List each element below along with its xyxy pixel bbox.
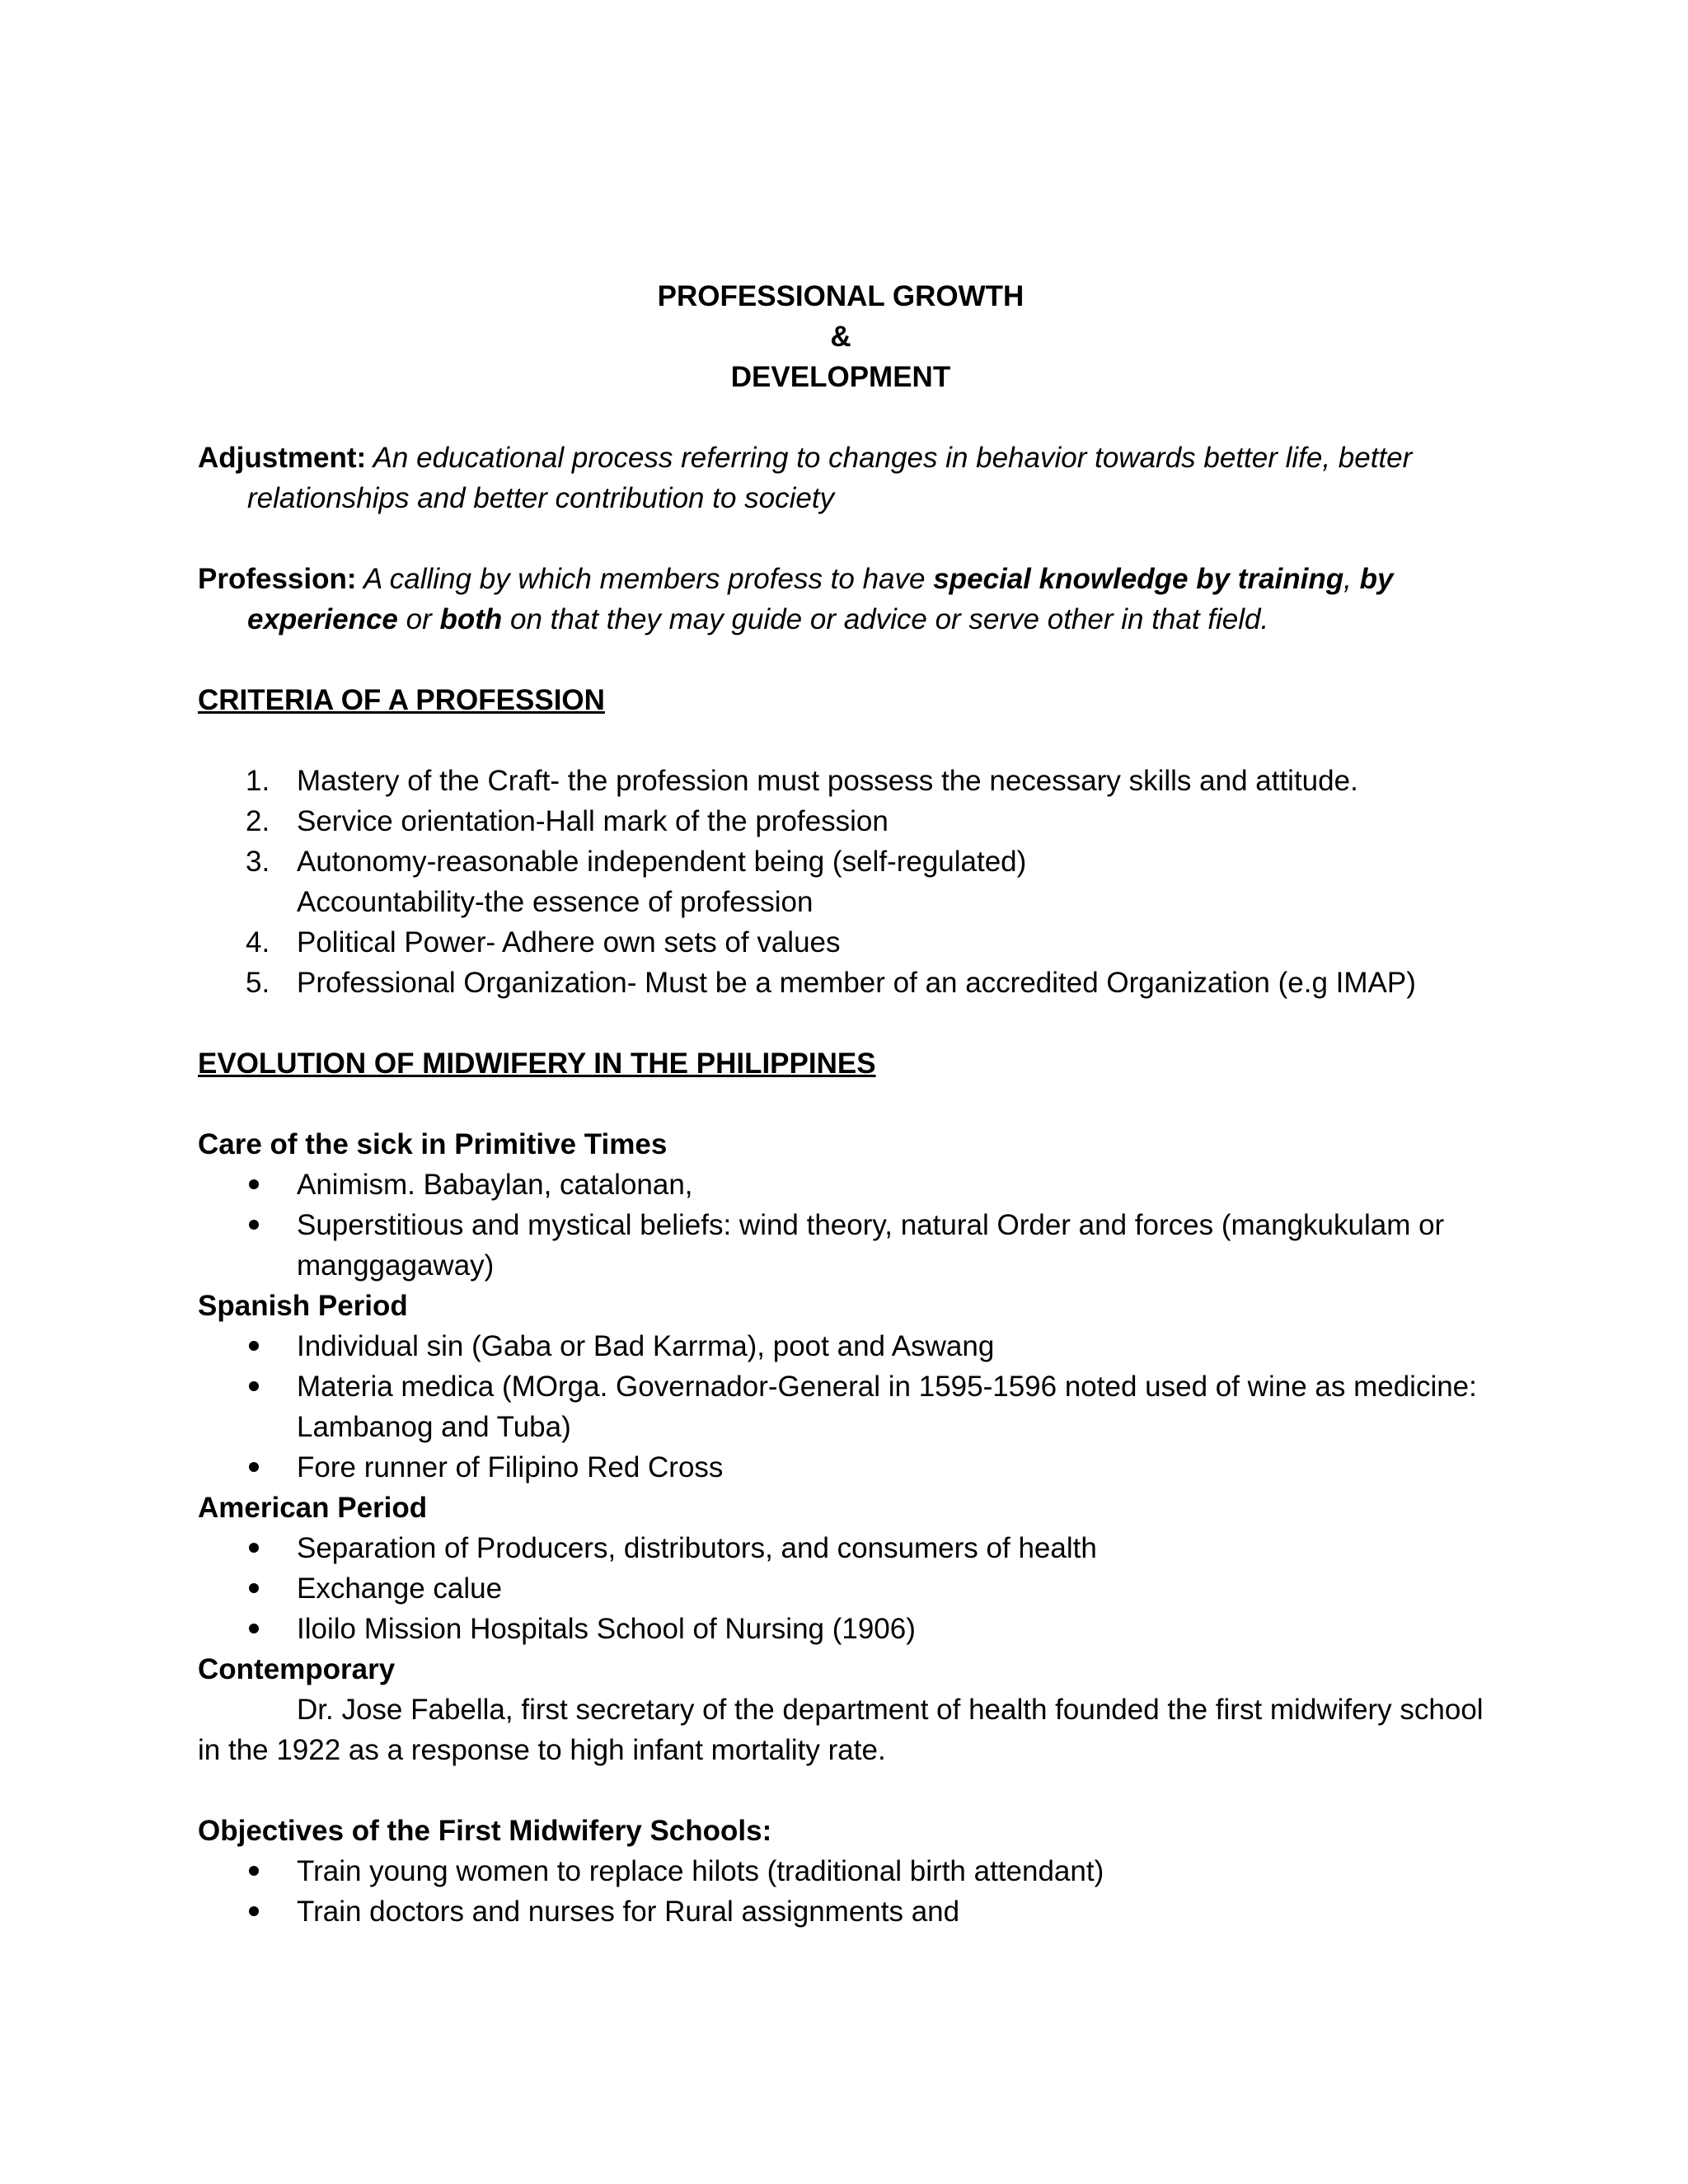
adjustment-term: Adjustment: — [198, 442, 367, 474]
list-item — [198, 1609, 1484, 1649]
item-text: Animism. Babaylan, catalonan, — [297, 1169, 693, 1201]
list-item — [198, 801, 1484, 841]
item-text: Individual sin (Gaba or Bad Karrma), poot and Aswang — [297, 1330, 995, 1362]
bullet-icon — [249, 1624, 259, 1633]
list-item — [198, 1165, 1484, 1205]
list-item — [198, 1891, 1484, 1932]
bullet-icon — [249, 1543, 259, 1553]
bullet-icon — [249, 1462, 259, 1472]
item-text: Iloilo Mission Hospitals School of Nursing (1906) — [297, 1613, 916, 1645]
list-item — [198, 841, 1484, 922]
list-item — [198, 1851, 1484, 1891]
item-number: 5. — [246, 967, 270, 999]
bullet-icon — [249, 1906, 259, 1916]
item-text: Train young women to replace hilots (traditional birth attendant) — [297, 1855, 1104, 1887]
item-text: Political Power- Adhere own sets of values — [297, 926, 841, 958]
list-item — [198, 1366, 1484, 1447]
bullet-icon — [249, 1583, 259, 1593]
list-item — [198, 1326, 1484, 1366]
contemporary-paragraph: Dr. Jose Fabella, first secretary of the department of health founded the first midwifery school in the 1922 as a response to high infant mortality rate. — [198, 1694, 1484, 1766]
objectives-heading: Objectives of the First Midwifery Schools: — [198, 1815, 772, 1847]
item-text: Autonomy-reasonable independent being (self-regulated) — [297, 846, 1027, 878]
american-list — [198, 1528, 1484, 1649]
bullet-icon — [249, 1220, 259, 1230]
spanish-heading: Spanish Period — [198, 1290, 408, 1322]
item-text: Mastery of the Craft- the profession must possess the necessary skills and attitude. — [297, 765, 1358, 797]
bullet-icon — [249, 1381, 259, 1391]
adjustment-definition — [198, 438, 1484, 518]
profession-text-3: or — [397, 603, 440, 635]
bullet-icon — [249, 1866, 259, 1876]
item-continuation: Accountability-the essence of profession — [297, 886, 814, 918]
list-item — [198, 1568, 1484, 1609]
profession-bold-1: special knowledge by training — [933, 563, 1344, 595]
list-item — [198, 963, 1484, 1003]
profession-term: Profession: — [198, 563, 357, 595]
title-line-3: DEVELOPMENT — [730, 361, 951, 393]
item-text: Separation of Producers, distributors, and consumers of health — [297, 1532, 1097, 1564]
spanish-list — [198, 1326, 1484, 1488]
list-item — [198, 922, 1484, 963]
primitive-list — [198, 1165, 1484, 1286]
list-item — [198, 1205, 1484, 1286]
item-text: Fore runner of Filipino Red Cross — [297, 1451, 724, 1483]
item-text: Materia medica (MOrga. Governador-General in 1595-1596 noted used of wine as medicine: Lambanog and Tuba) — [297, 1371, 1477, 1443]
document-page — [198, 276, 1484, 1932]
adjustment-text: An educational process referring to changes in behavior towards better life, better relationships and better contribution to society — [247, 442, 1413, 514]
objectives-list — [198, 1851, 1484, 1932]
item-text: Exchange calue — [297, 1572, 503, 1605]
american-heading: American Period — [198, 1492, 428, 1524]
bullet-icon — [249, 1341, 259, 1351]
item-number: 3. — [246, 846, 270, 878]
profession-text-4: on that they may guide or advice or serve other in that field. — [502, 603, 1269, 635]
list-item — [198, 1528, 1484, 1568]
item-text: Superstitious and mystical beliefs: wind theory, natural Order and forces (mangkukulam or manggagaway) — [297, 1209, 1445, 1282]
criteria-list — [198, 761, 1484, 1003]
contemporary-heading: Contemporary — [198, 1653, 396, 1685]
item-text: Professional Organization- Must be a member of an accredited Organization (e.g IMAP) — [297, 967, 1416, 999]
item-text: Train doctors and nurses for Rural assignments and — [297, 1896, 960, 1928]
item-number: 4. — [246, 926, 270, 958]
item-number: 2. — [246, 805, 270, 837]
profession-definition — [198, 559, 1484, 640]
title-line-1: PROFESSIONAL GROWTH — [657, 280, 1025, 312]
profession-text-1: A calling by which members profess to have — [356, 563, 934, 595]
primitive-heading: Care of the sick in Primitive Times — [198, 1128, 668, 1160]
profession-bold-2: by experience — [247, 563, 1394, 635]
list-item — [198, 1447, 1484, 1488]
criteria-heading: CRITERIA OF A PROFESSION — [198, 684, 605, 716]
item-text: Service orientation-Hall mark of the profession — [297, 805, 889, 837]
profession-bold-3: both — [439, 603, 503, 635]
profession-text-2: , — [1343, 563, 1360, 595]
bullet-icon — [249, 1179, 259, 1189]
list-item — [198, 761, 1484, 801]
item-number: 1. — [246, 765, 270, 797]
document-title — [198, 276, 1484, 397]
evolution-heading: EVOLUTION OF MIDWIFERY IN THE PHILIPPINES — [198, 1047, 876, 1080]
title-line-2: & — [830, 321, 851, 353]
